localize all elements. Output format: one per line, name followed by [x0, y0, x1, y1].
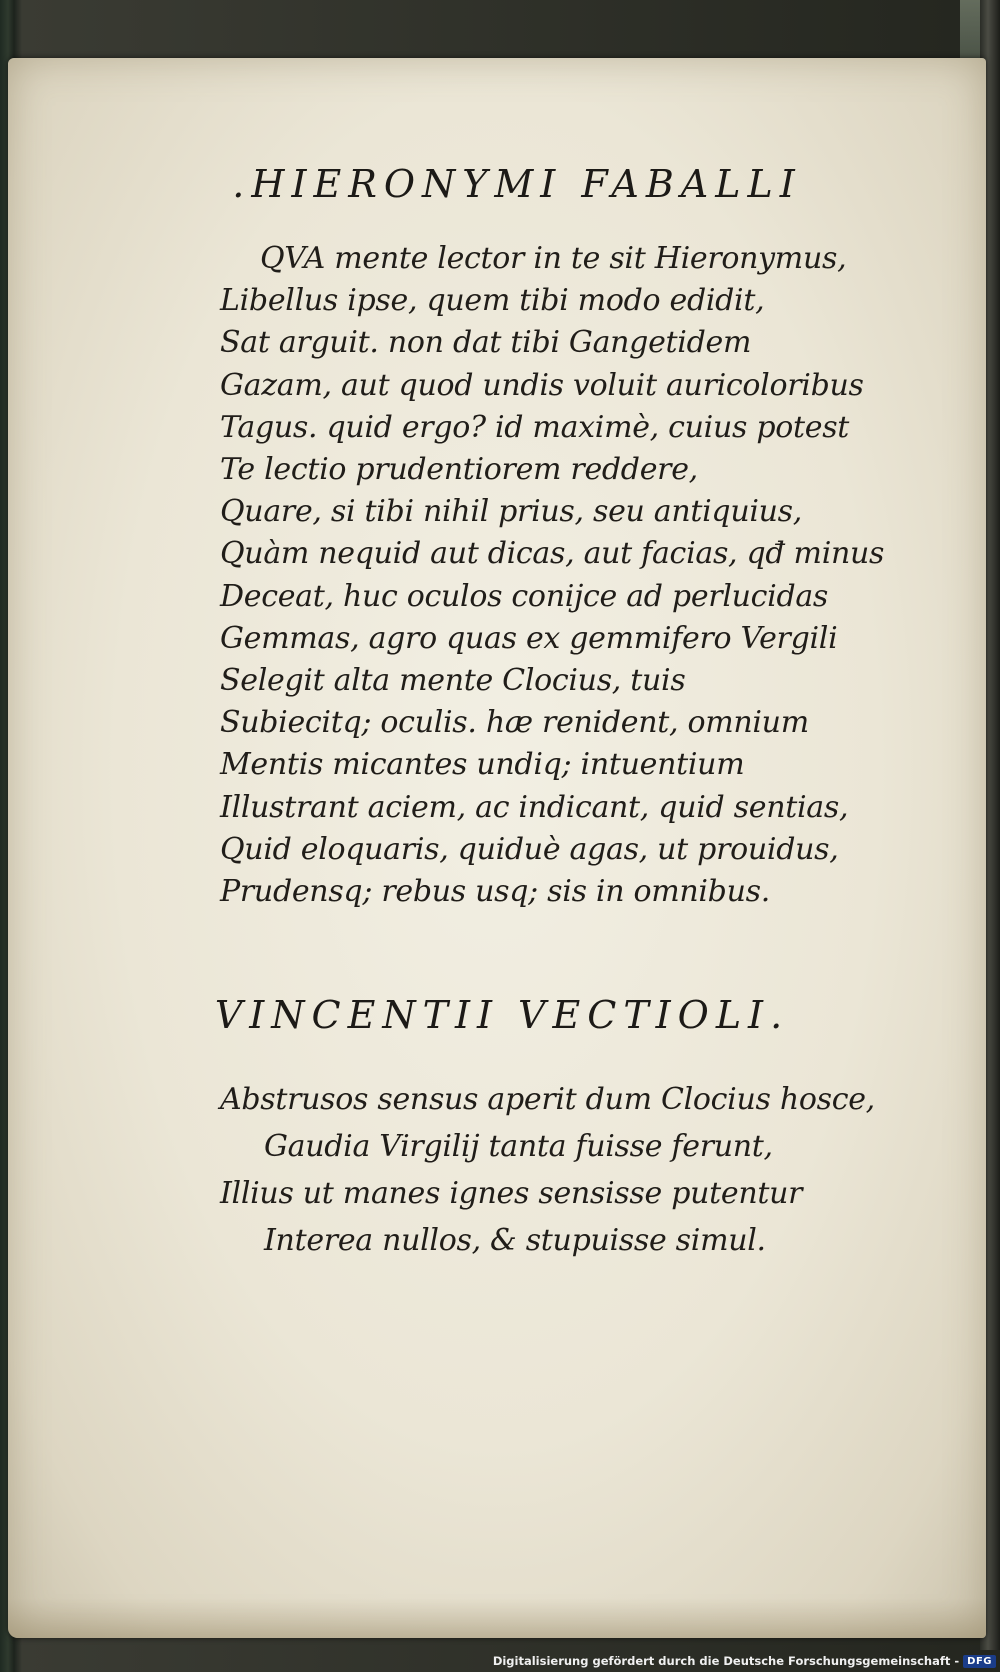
poem-line: Sat arguit. non dat tibi Gangetidem	[220, 325, 752, 361]
credit-text: Digitalisierung gefördert durch die Deutsche Forschungsgemeinschaft -	[492, 1654, 960, 1668]
poem-line: Prudensq; rebus usq; sis in omnibus.	[220, 874, 770, 910]
poem-line: Libellus ipse, quem tibi modo edidit,	[220, 283, 765, 319]
book-page	[8, 58, 986, 1638]
dfg-logo: DFG	[963, 1655, 996, 1668]
poem-line: Deceat, huc oculos conijce ad perlucidas	[220, 578, 829, 614]
poem-line: Abstrusos sensus aperit dum Clocius hosce,	[220, 1082, 875, 1117]
poem-line: Quid eloquaris, quiduè agas, ut prouidus,	[220, 831, 839, 867]
poem-line: Selegit alta mente Clocius, tuis	[220, 663, 686, 699]
poem-vectioli	[220, 1076, 875, 1264]
poem-line: Quàm nequid aut dicas, aut facias, qđ minus	[220, 536, 885, 572]
poem-line: Subiecitq; oculis. hæ renident, omnium	[220, 705, 809, 741]
poem-line: Gemmas, agro quas ex gemmifero Vergili	[220, 620, 838, 656]
poem-line: Illius ut manes ignes sensisse putentur	[220, 1176, 803, 1211]
section-heading: VINCENTII VECTIOLI.	[214, 993, 790, 1037]
poem-line: Te lectio prudentiorem reddere,	[220, 452, 698, 488]
poem-line: Illustrant aciem, ac indicant, quid sentias,	[220, 789, 849, 825]
poem-line: Interea nullos, & stupuisse simul.	[264, 1223, 766, 1258]
page-heading: .HIERONYMI FABALLI	[232, 162, 802, 206]
digitization-credit	[493, 1651, 996, 1671]
poem-line: Gaudia Virgilij tanta fuisse ferunt,	[264, 1129, 773, 1164]
poem-line: Quare, si tibi nihil prius, seu antiquius,	[220, 494, 803, 530]
poem-line: Tagus. quid ergo? id maximè, cuius potest	[220, 409, 850, 445]
poem-faballi	[220, 238, 884, 913]
poem-line: Gazam, aut quod undis voluit auricoloribus	[220, 367, 864, 403]
poem-line: QVA mente lector in te sit Hieronymus,	[260, 241, 847, 276]
poem-line: Mentis micantes undiq; intuentium	[220, 747, 745, 783]
